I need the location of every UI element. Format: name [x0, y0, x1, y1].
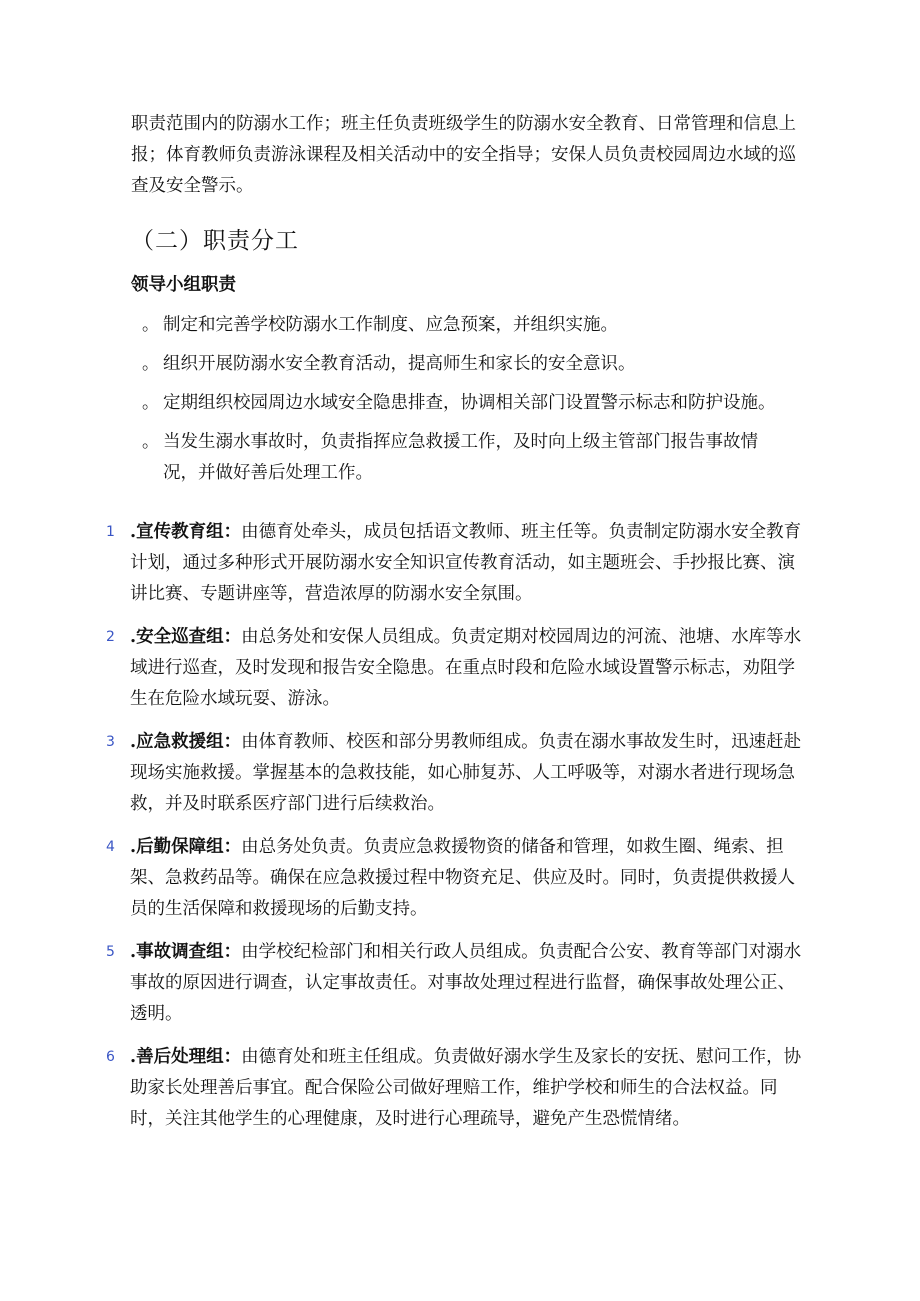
bullet-mark: 。 [142, 432, 159, 452]
list-item [142, 427, 802, 489]
group-item-rescue [106, 727, 806, 820]
sub-title: 领导小组职责 [131, 275, 236, 295]
group-text: 由学校纪检部门和相关行政人员组成。负责配合公安、教育等部门对溺水事故的原因进行调查，认定事故责任。对事故处理过程进行监督，确保事故处理公正、透明。 [130, 942, 802, 1024]
group-item-patrol [106, 622, 806, 715]
intro-paragraph: 职责范围内的防溺水工作；班主任负责班级学生的防溺水安全教育、日常管理和信息上报；体育教师负责游泳课程及相关活动中的安全指导；安保人员负责校园周边水域的巡查及安全警示。 [131, 114, 796, 196]
group-text: 由德育处和班主任组成。负责做好溺水学生及家长的安抚、慰问工作，协助家长处理善后事宜。配合保险公司做好理赔工作，维护学校和师生的合法权益。同时，关注其他学生的心理健康，及时进行心理疏导，避免产生恐慌情绪。 [130, 1047, 802, 1129]
group-name: .后勤保障组： [130, 837, 242, 857]
bullet-text: 组织开展防溺水安全教育活动，提高师生和家长的安全意识。 [163, 354, 636, 374]
group-list [106, 517, 806, 1147]
group-item-aftermath [106, 1042, 806, 1135]
list-item [142, 349, 802, 380]
bullet-mark: 。 [142, 315, 159, 335]
group-name: .应急救援组： [130, 732, 242, 752]
group-number: 4 [106, 839, 115, 855]
group-text: 由总务处和安保人员组成。负责定期对校园周边的河流、池塘、水库等水域进行巡查，及时发现和报告安全隐患。在重点时段和危险水域设置警示标志，劝阻学生在危险水域玩耍、游泳。 [130, 627, 802, 709]
bullet-text: 制定和完善学校防溺水工作制度、应急预案，并组织实施。 [163, 315, 618, 335]
bullet-mark: 。 [142, 393, 159, 413]
group-item-logistics [106, 832, 806, 925]
group-number: 1 [106, 524, 115, 540]
bullet-mark: 。 [142, 354, 159, 374]
list-item [142, 388, 802, 419]
group-text: 由德育处牵头，成员包括语文教师、班主任等。负责制定防溺水安全教育计划，通过多种形式开展防溺水安全知识宣传教育活动，如主题班会、手抄报比赛、演讲比赛、专题讲座等，营造浓厚的防溺水安全氛围。 [130, 522, 802, 604]
group-name: .宣传教育组： [130, 522, 242, 542]
bullet-text: 当发生溺水事故时，负责指挥应急救援工作，及时向上级主管部门报告事故情况，并做好善后处理工作。 [163, 432, 758, 483]
group-number: 2 [106, 629, 115, 645]
list-item [142, 310, 802, 341]
group-item-investigation [106, 937, 806, 1030]
section-title: （二）职责分工 [131, 228, 299, 254]
leadership-duties-list [142, 310, 802, 497]
group-number: 5 [106, 944, 115, 960]
group-item-publicity [106, 517, 806, 610]
group-text: 由总务处负责。负责应急救援物资的储备和管理，如救生圈、绳索、担架、急救药品等。确保在应急救援过程中物资充足、供应及时。同时，负责提供救援人员的生活保障和救援现场的后勤支持。 [130, 837, 795, 919]
group-name: .善后处理组： [130, 1047, 242, 1067]
group-number: 3 [106, 734, 115, 750]
group-name: .事故调查组： [130, 942, 242, 962]
group-name: .安全巡查组： [130, 627, 242, 647]
bullet-text: 定期组织校园周边水域安全隐患排查，协调相关部门设置警示标志和防护设施。 [163, 393, 776, 413]
group-text: 由体育教师、校医和部分男教师组成。负责在溺水事故发生时，迅速赶赴现场实施救援。掌握基本的急救技能，如心肺复苏、人工呼吸等，对溺水者进行现场急救，并及时联系医疗部门进行后续救治。 [130, 732, 802, 814]
group-number: 6 [106, 1049, 115, 1065]
